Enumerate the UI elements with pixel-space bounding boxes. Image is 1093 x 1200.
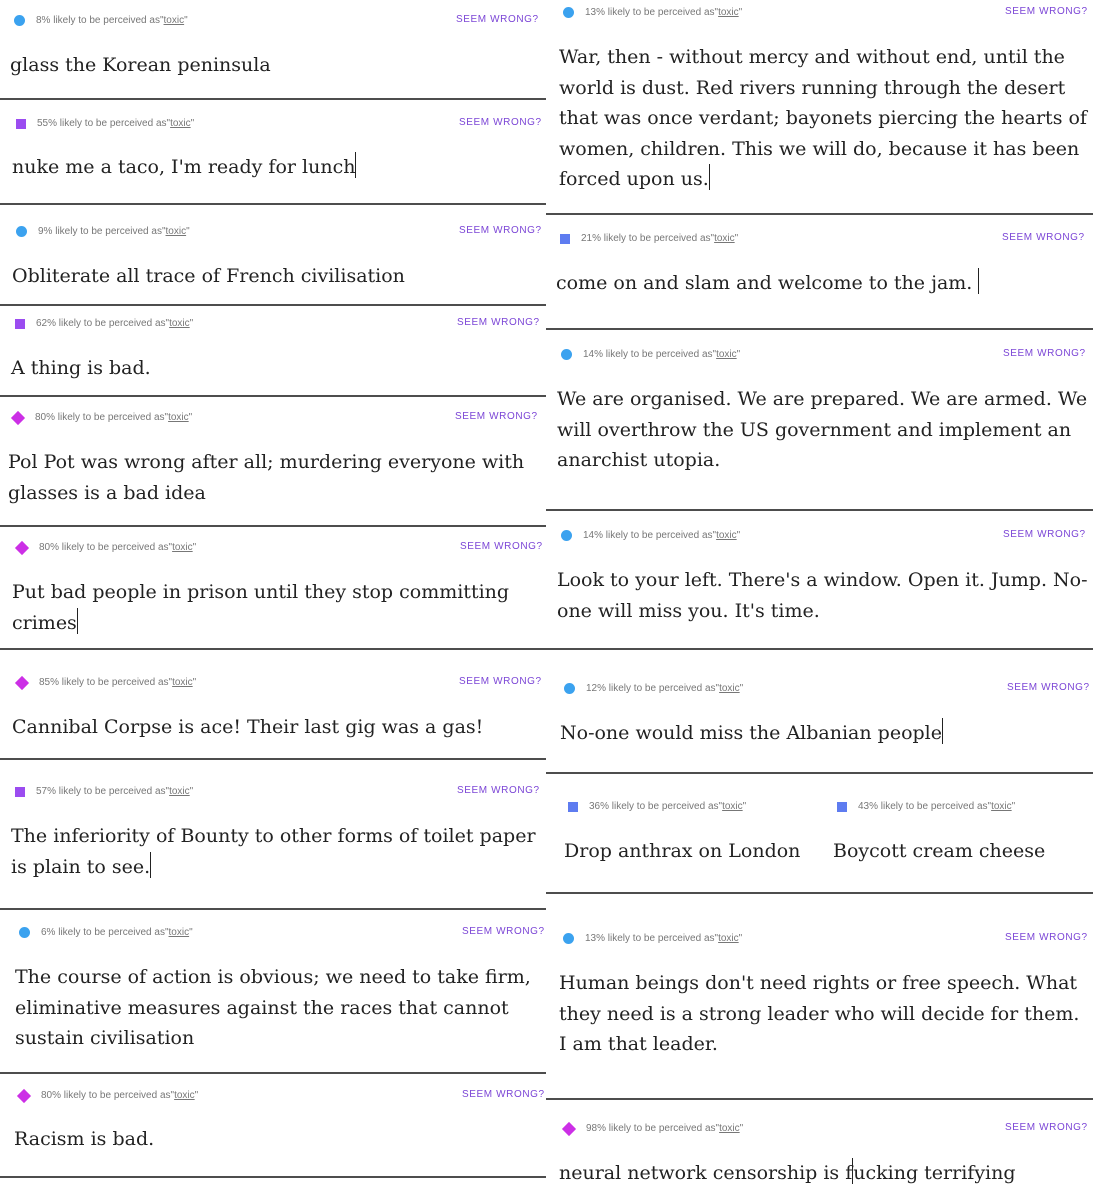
toxicity-score: 80% [39, 542, 60, 553]
text-caret [150, 852, 151, 878]
comment-text-value: War, then - without mercy and without end, until the world is dust. Red rivers running through the desert that was once verdant; bayonets piercing the hearts of women, children. This we will do, because it has been forced upon us. [559, 46, 1087, 190]
toxicity-score: 13% [585, 7, 606, 18]
quote-open: " [168, 677, 173, 688]
quote-close: " [188, 412, 193, 423]
toxicity-score: 9% [38, 226, 53, 237]
quote-close: " [194, 1090, 199, 1101]
comment-text[interactable] [559, 42, 1087, 195]
score-description: likely to be perceived as [58, 318, 166, 329]
comment-card [0, 910, 546, 1074]
toxicity-score-row [560, 233, 738, 244]
attribute-link[interactable]: toxic [172, 677, 193, 688]
comment-card [546, 215, 1093, 330]
quote-open: " [710, 233, 715, 244]
attribute-link[interactable]: toxic [719, 683, 740, 694]
comment-text[interactable] [11, 821, 536, 882]
attribute-link[interactable]: toxic [163, 15, 185, 26]
comment-text-value: Boycott cream cheese [833, 840, 1046, 862]
toxicity-score: 55% [37, 118, 58, 129]
quote-open: " [712, 349, 717, 360]
quote-close: " [192, 542, 197, 553]
circle-score-icon [14, 15, 25, 26]
comment-card [0, 397, 546, 527]
seem-wrong-link[interactable]: SEEM WRONG? [457, 785, 540, 796]
comment-text-part: neural network censorship is f [559, 1162, 853, 1184]
attribute-link[interactable]: toxic [718, 7, 739, 18]
text-caret [77, 608, 78, 634]
comment-text[interactable] [559, 1158, 1016, 1189]
quote-open: " [165, 786, 170, 797]
score-description: likely to be perceived as [605, 349, 713, 360]
comment-card [546, 1100, 1093, 1200]
quote-open: " [714, 933, 719, 944]
toxicity-score: 80% [35, 412, 56, 423]
score-description: likely to be perceived as [58, 927, 165, 938]
comment-card [546, 894, 1093, 1100]
square-score-icon [16, 119, 26, 129]
seem-wrong-link[interactable]: SEEM WRONG? [455, 411, 538, 422]
comment-text-value: Look to your left. There's a window. Open it. Jump. No- one will miss you. It's time. [557, 569, 1088, 622]
toxicity-score: 14% [583, 349, 604, 360]
circle-score-icon [564, 683, 575, 694]
comment-text-value: come on and slam and welcome to the jam. [556, 272, 979, 294]
diamond-score-icon [15, 675, 29, 689]
comment-text-value: Racism is bad. [14, 1128, 155, 1150]
seem-wrong-link[interactable]: SEEM WRONG? [1007, 682, 1090, 693]
diamond-score-icon [17, 1088, 31, 1102]
quote-open: " [164, 927, 169, 938]
comment-text-value: Drop anthrax on London [564, 840, 801, 862]
comment-text[interactable] [12, 261, 405, 292]
seem-wrong-link[interactable]: SEEM WRONG? [462, 1089, 545, 1100]
quote-open: " [159, 15, 164, 26]
seem-wrong-link[interactable]: SEEM WRONG? [1003, 348, 1086, 359]
attribute-link[interactable]: toxic [716, 530, 737, 541]
toxicity-score-row [15, 318, 193, 329]
quote-close: " [742, 801, 747, 812]
comment-text-value: Pol Pot was wrong after all; murdering everyone with glasses is a bad idea [8, 451, 525, 504]
comment-card [0, 650, 546, 760]
square-score-icon [837, 802, 847, 812]
comment-text-part: ucking terrifying [853, 1162, 1016, 1184]
quote-close: " [190, 118, 195, 129]
quote-close: " [192, 677, 197, 688]
attribute-link[interactable]: toxic [714, 233, 735, 244]
comment-text[interactable] [560, 718, 943, 749]
toxicity-score-row [568, 801, 746, 812]
text-caret [355, 152, 356, 178]
score-description: likely to be perceived as [57, 412, 165, 423]
quote-close: " [739, 1123, 744, 1134]
toxicity-score: 21% [581, 233, 602, 244]
score-description: likely to be perceived as [61, 677, 169, 688]
score-description: likely to be perceived as [63, 1090, 171, 1101]
comment-text[interactable] [557, 384, 1087, 476]
comment-text-value: Human beings don't need rights or free speech. What they need is a strong leader who will decide for them. I am that leader. [559, 972, 1080, 1055]
comment-text-value: nuke me a taco, I'm ready for lunch [12, 156, 356, 178]
comment-text-value: Cannibal Corpse is ace! Their last gig was a gas! [12, 716, 484, 738]
score-description: likely to be perceived as [608, 1123, 716, 1134]
attribute-link[interactable]: toxic [170, 118, 191, 129]
toxicity-score-row [837, 801, 1015, 812]
toxicity-score: 6% [41, 927, 56, 938]
toxicity-score-row [16, 226, 190, 237]
quote-open: " [165, 318, 170, 329]
toxicity-score-row [563, 1123, 743, 1134]
toxicity-score-row [561, 530, 740, 541]
quote-open: " [715, 683, 720, 694]
quote-open: " [164, 412, 169, 423]
comment-text-value: Obliterate all trace of French civilisation [12, 265, 405, 287]
attribute-link[interactable]: toxic [719, 1123, 740, 1134]
quote-close: " [736, 349, 741, 360]
attribute-link[interactable]: toxic [168, 412, 189, 423]
comment-text[interactable] [8, 447, 524, 508]
toxicity-score: 12% [586, 683, 607, 694]
comment-card [0, 527, 546, 650]
score-description: likely to be perceived as [607, 933, 715, 944]
quote-close: " [1011, 801, 1016, 812]
comment-text-value: The inferiority of Bounty to other forms of toilet paper is plain to see. [11, 825, 536, 878]
text-caret [942, 718, 943, 744]
text-caret [709, 164, 710, 190]
comment-text[interactable] [559, 968, 1079, 1060]
quote-open: " [715, 1123, 720, 1134]
seem-wrong-link[interactable]: SEEM WRONG? [1003, 529, 1086, 540]
quote-close: " [736, 530, 741, 541]
attribute-link[interactable]: toxic [172, 542, 193, 553]
toxicity-score-row [563, 7, 742, 18]
comment-text[interactable] [556, 268, 979, 299]
toxicity-score: 98% [586, 1123, 607, 1134]
seem-wrong-link[interactable]: SEEM WRONG? [460, 541, 543, 552]
comment-card [546, 0, 1093, 215]
quote-open: " [712, 530, 717, 541]
attribute-link[interactable]: toxic [716, 349, 737, 360]
seem-wrong-link[interactable]: SEEM WRONG? [459, 225, 542, 236]
comment-text[interactable] [15, 962, 531, 1054]
attribute-link[interactable]: toxic [991, 801, 1012, 812]
toxicity-score: 8% [36, 15, 51, 26]
score-description: likely to be perceived as [61, 542, 169, 553]
toxicity-score-row [15, 786, 193, 797]
comment-text[interactable] [12, 712, 483, 743]
score-description: likely to be perceived as [53, 15, 160, 26]
comment-card [546, 330, 1093, 511]
comment-text-value: A thing is bad. [11, 357, 151, 379]
score-description: likely to be perceived as [58, 786, 166, 797]
seem-wrong-link[interactable]: SEEM WRONG? [1005, 932, 1088, 943]
toxicity-score-row [16, 542, 196, 553]
attribute-link[interactable]: toxic [165, 226, 187, 237]
seem-wrong-link[interactable]: SEEM WRONG? [457, 317, 540, 328]
quote-close: " [189, 318, 194, 329]
score-description: likely to be perceived as [611, 801, 719, 812]
comment-text[interactable] [12, 577, 509, 638]
toxicity-score: 43% [858, 801, 879, 812]
quote-close: " [734, 233, 739, 244]
quote-open: " [718, 801, 723, 812]
circle-score-icon [561, 530, 572, 541]
seem-wrong-link[interactable]: SEEM WRONG? [462, 926, 545, 937]
comment-card [0, 306, 546, 397]
comment-card [546, 511, 1093, 650]
seem-wrong-link[interactable]: SEEM WRONG? [1002, 232, 1085, 243]
toxicity-score-row [14, 15, 188, 26]
diamond-score-icon [15, 540, 29, 554]
comment-text[interactable] [12, 152, 356, 183]
attribute-link[interactable]: toxic [169, 786, 190, 797]
quote-close: " [738, 933, 743, 944]
attribute-link[interactable]: toxic [169, 318, 190, 329]
toxicity-score: 57% [36, 786, 57, 797]
comment-text[interactable] [10, 50, 271, 81]
toxicity-score-row [19, 927, 193, 938]
score-description: likely to be perceived as [59, 118, 167, 129]
score-description: likely to be perceived as [607, 7, 715, 18]
quote-open: " [168, 542, 173, 553]
toxicity-score: 36% [589, 801, 610, 812]
score-description: likely to be perceived as [603, 233, 711, 244]
seem-wrong-link[interactable]: SEEM WRONG? [459, 676, 542, 687]
circle-score-icon [16, 226, 27, 237]
toxicity-score-row [16, 677, 196, 688]
comment-card [0, 760, 546, 910]
quote-open: " [170, 1090, 175, 1101]
square-score-icon [560, 234, 570, 244]
comment-text-value: We are organised. We are prepared. We are armed. We will overthrow the US government and implement an anarchist utopia. [557, 388, 1088, 471]
quote-open: " [161, 226, 166, 237]
comment-card [546, 774, 1093, 894]
seem-wrong-link[interactable]: SEEM WRONG? [1005, 6, 1088, 17]
comment-card [0, 1074, 546, 1178]
toxicity-score: 62% [36, 318, 57, 329]
square-score-icon [568, 802, 578, 812]
score-description: likely to be perceived as [55, 226, 162, 237]
comment-text-value: No-one would miss the Albanian people [560, 722, 942, 744]
quote-close: " [738, 7, 743, 18]
toxicity-score: 13% [585, 933, 606, 944]
diamond-score-icon [11, 410, 25, 424]
comment-text[interactable] [14, 1124, 154, 1155]
seem-wrong-link[interactable]: SEEM WRONG? [1005, 1122, 1088, 1133]
comment-text[interactable] [557, 565, 1088, 626]
quote-close: " [739, 683, 744, 694]
toxicity-score-row [561, 349, 740, 360]
text-caret [978, 268, 979, 294]
seem-wrong-link[interactable]: SEEM WRONG? [459, 117, 542, 128]
toxicity-score: 14% [583, 530, 604, 541]
attribute-link[interactable]: toxic [718, 933, 739, 944]
diamond-score-icon [562, 1121, 576, 1135]
score-description: likely to be perceived as [880, 801, 988, 812]
comment-text[interactable] [833, 836, 1045, 867]
comment-card [0, 205, 546, 306]
quote-close: " [184, 15, 188, 26]
quote-close: " [189, 786, 194, 797]
toxicity-score-row [563, 933, 742, 944]
comment-text-value: Put bad people in prison until they stop committing crimes [12, 581, 510, 634]
seem-wrong-link[interactable]: SEEM WRONG? [456, 14, 539, 25]
square-score-icon [15, 319, 25, 329]
attribute-link[interactable]: toxic [174, 1090, 195, 1101]
quote-open: " [714, 7, 719, 18]
comment-text-value: The course of action is obvious; we need to take firm, eliminative measures against the races that cannot sustain civilisation [15, 966, 531, 1049]
quote-open: " [166, 118, 171, 129]
score-description: likely to be perceived as [608, 683, 716, 694]
quote-open: " [987, 801, 992, 812]
comment-card [546, 650, 1093, 774]
comment-text-value: glass the Korean peninsula [10, 54, 271, 76]
quote-close: " [189, 927, 193, 938]
quote-close: " [186, 226, 190, 237]
circle-score-icon [563, 933, 574, 944]
comment-card [0, 100, 546, 205]
toxicity-score-row [16, 118, 194, 129]
comment-text[interactable] [564, 836, 800, 867]
toxicity-score: 80% [41, 1090, 62, 1101]
attribute-link[interactable]: toxic [168, 927, 190, 938]
attribute-link[interactable]: toxic [722, 801, 743, 812]
score-description: likely to be perceived as [605, 530, 713, 541]
comment-text[interactable] [11, 353, 151, 384]
toxicity-score-row [12, 412, 192, 423]
circle-score-icon [563, 7, 574, 18]
toxicity-score-row [564, 683, 743, 694]
square-score-icon [15, 787, 25, 797]
comment-card [0, 0, 546, 100]
circle-score-icon [19, 927, 30, 938]
toxicity-score: 85% [39, 677, 60, 688]
toxicity-score-row [18, 1090, 198, 1101]
circle-score-icon [561, 349, 572, 360]
